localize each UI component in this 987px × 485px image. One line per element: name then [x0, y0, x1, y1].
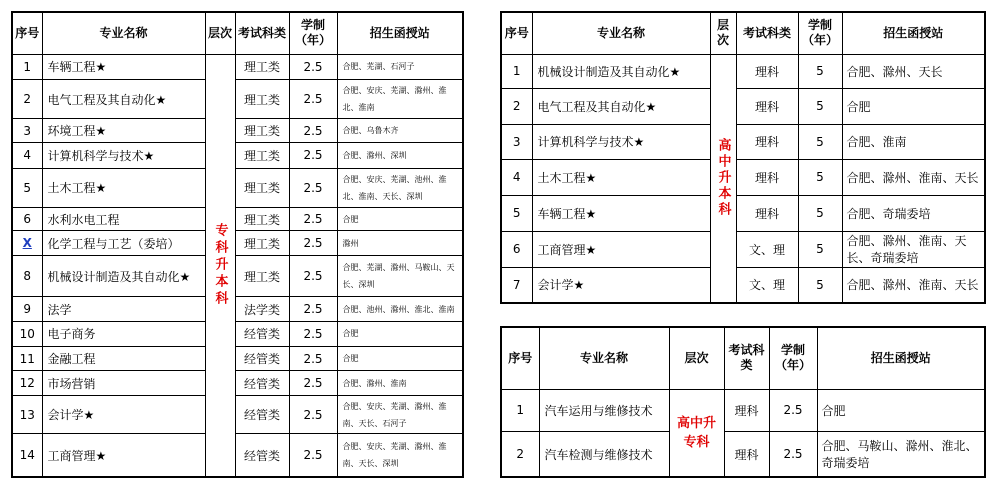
enrollment-sites: 合肥、安庆、芜湖、滁州、淮南、天长、石河子 [337, 396, 463, 434]
exam-subject: 理科 [724, 432, 769, 477]
enrollment-sites: 合肥、滁州、淮南 [337, 371, 463, 396]
exam-subject: 理科 [736, 124, 798, 159]
exam-subject: 理科 [736, 88, 798, 124]
study-years: 5 [798, 88, 842, 124]
row-number: 1 [12, 54, 42, 80]
header-level: 层次 [710, 12, 736, 54]
row-number: 10 [12, 322, 42, 347]
exam-subject: 理工类 [235, 256, 289, 297]
table-row [501, 195, 985, 231]
major-name: 市场营销 [42, 371, 205, 396]
enrollment-sites: 合肥、滁州、淮南、天长 [842, 159, 985, 195]
table-row [501, 389, 985, 432]
row-number: X [12, 231, 42, 256]
row-number: 3 [12, 119, 42, 143]
major-name: 法学 [42, 297, 205, 322]
study-years: 2.5 [289, 80, 337, 119]
upgrade-bachelor-table [11, 11, 464, 478]
header-level: 层次 [669, 327, 724, 389]
row-number: 5 [12, 168, 42, 207]
enrollment-sites: 合肥、安庆、芜湖、滁州、淮北、淮南 [337, 80, 463, 119]
row-number: 14 [12, 434, 42, 477]
table-row [501, 267, 985, 303]
enrollment-sites: 合肥、池州、滁州、淮北、淮南 [337, 297, 463, 322]
major-name: 电气工程及其自动化★ [42, 80, 205, 119]
header-duration: 学制（年） [798, 12, 842, 54]
major-name: 机械设计制造及其自动化★ [532, 54, 710, 88]
exam-subject: 理工类 [235, 142, 289, 168]
header-no: 序号 [501, 327, 539, 389]
header-name: 专业名称 [539, 327, 669, 389]
row-number: 2 [501, 88, 532, 124]
table-row [501, 88, 985, 124]
table-row [501, 54, 985, 88]
study-years: 2.5 [289, 119, 337, 143]
table-row [12, 207, 463, 231]
table-row [501, 432, 985, 477]
study-years: 2.5 [289, 346, 337, 371]
study-years: 5 [798, 124, 842, 159]
major-name: 环境工程★ [42, 119, 205, 143]
study-years: 5 [798, 231, 842, 267]
row-number: 6 [501, 231, 532, 267]
enrollment-sites: 合肥、滁州、淮南、天长 [842, 267, 985, 303]
enrollment-sites: 合肥 [337, 346, 463, 371]
exam-subject: 理工类 [235, 119, 289, 143]
enrollment-sites: 合肥、滁州、深圳 [337, 142, 463, 168]
major-name: 金融工程 [42, 346, 205, 371]
enrollment-sites: 合肥、淮南 [842, 124, 985, 159]
exam-subject: 经管类 [235, 434, 289, 477]
exam-subject: 理科 [736, 54, 798, 88]
exam-subject: 理科 [736, 159, 798, 195]
enrollment-sites: 合肥、安庆、芜湖、池州、淮北、淮南、天长、深圳 [337, 168, 463, 207]
header-name: 专业名称 [532, 12, 710, 54]
enrollment-sites: 合肥 [337, 322, 463, 347]
study-years: 5 [798, 267, 842, 303]
row-number: 1 [501, 389, 539, 432]
enrollment-sites: 合肥、奇瑞委培 [842, 195, 985, 231]
major-name: 计算机科学与技术★ [532, 124, 710, 159]
exam-subject: 经管类 [235, 371, 289, 396]
major-name: 会计学★ [532, 267, 710, 303]
study-years: 2.5 [769, 389, 817, 432]
enrollment-sites: 合肥 [842, 88, 985, 124]
major-name: 汽车检测与维修技术 [539, 432, 669, 477]
enrollment-sites: 合肥、芜湖、石河子 [337, 54, 463, 80]
header-name: 专业名称 [42, 12, 205, 54]
row-number: 12 [12, 371, 42, 396]
major-name: 计算机科学与技术★ [42, 142, 205, 168]
exam-subject: 理工类 [235, 231, 289, 256]
major-name: 会计学★ [42, 396, 205, 434]
level-label: 专科升本科 [205, 54, 235, 477]
major-name: 车辆工程★ [42, 54, 205, 80]
header-no: 序号 [501, 12, 532, 54]
table-row [12, 142, 463, 168]
major-name: 工商管理★ [42, 434, 205, 477]
table-row [12, 434, 463, 477]
study-years: 2.5 [289, 256, 337, 297]
row-number: 3 [501, 124, 532, 159]
table-row [12, 231, 463, 256]
table-row [12, 371, 463, 396]
table-row [12, 297, 463, 322]
row-number: 2 [12, 80, 42, 119]
exam-subject: 法学类 [235, 297, 289, 322]
table-row [12, 54, 463, 80]
table-row [12, 168, 463, 207]
header-no: 序号 [12, 12, 42, 54]
study-years: 2.5 [289, 434, 337, 477]
enrollment-sites: 滁州 [337, 231, 463, 256]
exam-subject: 理科 [724, 389, 769, 432]
exam-subject: 理工类 [235, 207, 289, 231]
level-label: 高中升本科 [710, 54, 736, 303]
major-name: 工商管理★ [532, 231, 710, 267]
study-years: 2.5 [289, 207, 337, 231]
header-level: 层次 [205, 12, 235, 54]
row-number: 5 [501, 195, 532, 231]
highschool-college-table [500, 326, 986, 478]
row-number: 4 [12, 142, 42, 168]
exam-subject: 理工类 [235, 168, 289, 207]
level-label: 高中升 专科 [669, 389, 724, 477]
row-number: 1 [501, 54, 532, 88]
row-number: 4 [501, 159, 532, 195]
study-years: 2.5 [289, 168, 337, 207]
major-name: 化学工程与工艺（委培） [42, 231, 205, 256]
row-number: 13 [12, 396, 42, 434]
header-subject: 考试科类 [724, 327, 769, 389]
enrollment-sites: 合肥、滁州、天长 [842, 54, 985, 88]
header-subject: 考试科类 [235, 12, 289, 54]
exam-subject: 经管类 [235, 396, 289, 434]
header-duration: 学制（年） [289, 12, 337, 54]
major-name: 水利水电工程 [42, 207, 205, 231]
header-sites: 招生函授站 [842, 12, 985, 54]
exam-subject: 文、理 [736, 267, 798, 303]
header-sites: 招生函授站 [817, 327, 985, 389]
enrollment-sites: 合肥、马鞍山、滁州、淮北、奇瑞委培 [817, 432, 985, 477]
highschool-bachelor-table [500, 11, 986, 304]
exam-subject: 文、理 [736, 231, 798, 267]
study-years: 5 [798, 54, 842, 88]
enrollment-sites: 合肥、芜湖、滁州、马鞍山、天长、深圳 [337, 256, 463, 297]
row-number: 9 [12, 297, 42, 322]
study-years: 2.5 [289, 396, 337, 434]
table-row [12, 346, 463, 371]
table-row [12, 80, 463, 119]
major-name: 电子商务 [42, 322, 205, 347]
major-name: 土木工程★ [42, 168, 205, 207]
header-duration: 学制（年） [769, 327, 817, 389]
table-row [12, 119, 463, 143]
enrollment-sites: 合肥、安庆、芜湖、滁州、淮南、天长、深圳 [337, 434, 463, 477]
major-name: 车辆工程★ [532, 195, 710, 231]
study-years: 2.5 [289, 371, 337, 396]
exam-subject: 经管类 [235, 322, 289, 347]
table-row [12, 322, 463, 347]
table-row [501, 159, 985, 195]
exam-subject: 经管类 [235, 346, 289, 371]
row-number: 6 [12, 207, 42, 231]
study-years: 5 [798, 195, 842, 231]
major-name: 机械设计制造及其自动化★ [42, 256, 205, 297]
table-row [12, 396, 463, 434]
row-number: 11 [12, 346, 42, 371]
table-row [501, 124, 985, 159]
row-number: 2 [501, 432, 539, 477]
enrollment-sites: 合肥、滁州、淮南、天长、奇瑞委培 [842, 231, 985, 267]
major-name: 汽车运用与维修技术 [539, 389, 669, 432]
study-years: 5 [798, 159, 842, 195]
enrollment-sites: 合肥、乌鲁木齐 [337, 119, 463, 143]
header-sites: 招生函授站 [337, 12, 463, 54]
row-number: 8 [12, 256, 42, 297]
table-row [12, 256, 463, 297]
enrollment-sites: 合肥 [337, 207, 463, 231]
major-name: 土木工程★ [532, 159, 710, 195]
exam-subject: 理工类 [235, 54, 289, 80]
study-years: 2.5 [289, 322, 337, 347]
header-subject: 考试科类 [736, 12, 798, 54]
enrollment-sites: 合肥 [817, 389, 985, 432]
study-years: 2.5 [769, 432, 817, 477]
exam-subject: 理科 [736, 195, 798, 231]
exam-subject: 理工类 [235, 80, 289, 119]
study-years: 2.5 [289, 231, 337, 256]
row-number: 7 [501, 267, 532, 303]
study-years: 2.5 [289, 297, 337, 322]
major-name: 电气工程及其自动化★ [532, 88, 710, 124]
table-row [501, 231, 985, 267]
study-years: 2.5 [289, 54, 337, 80]
study-years: 2.5 [289, 142, 337, 168]
